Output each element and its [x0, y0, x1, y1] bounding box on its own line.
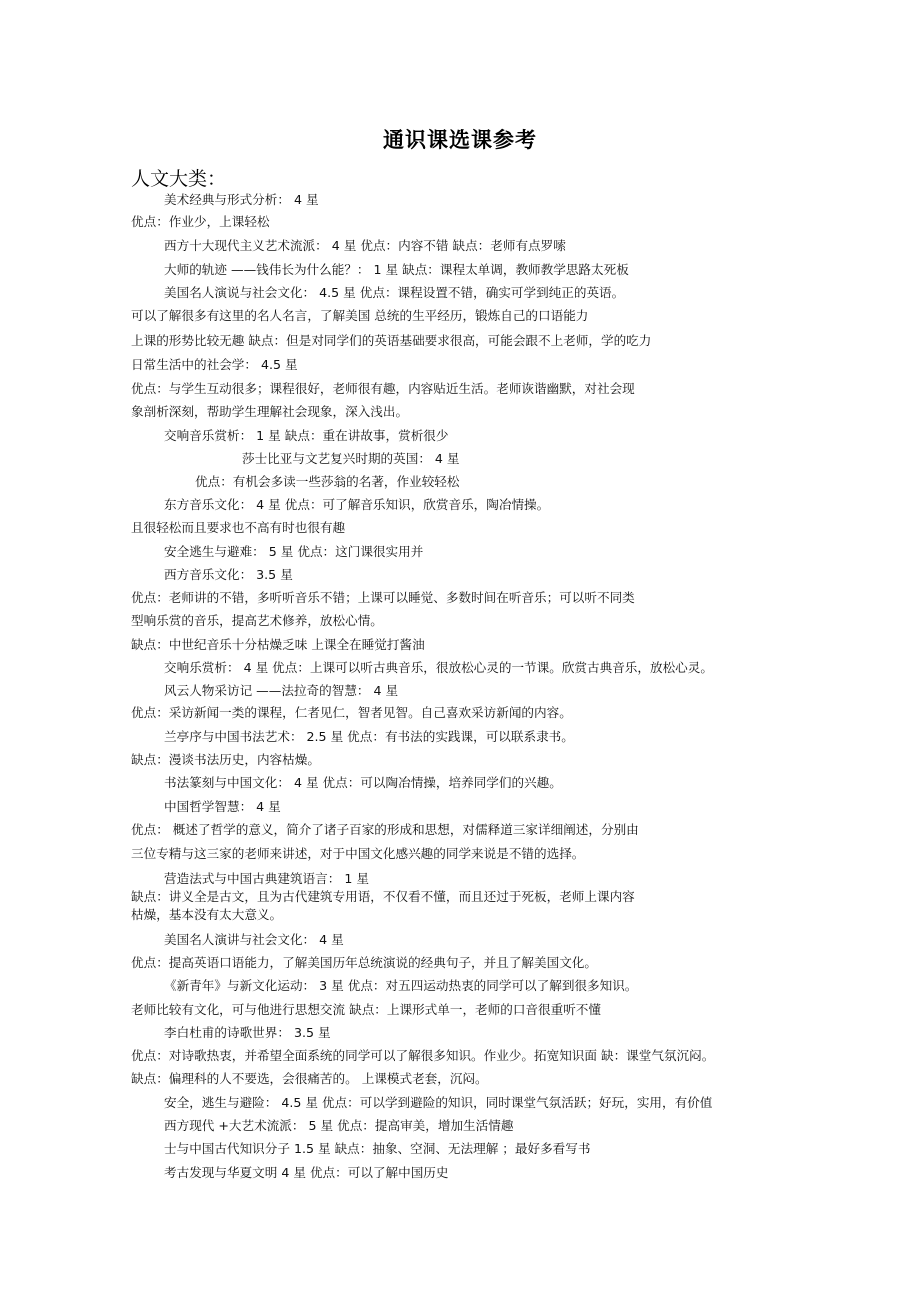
- text-line: 安全逃生与避难： 5 星 优点：这门课很实用并: [164, 544, 424, 559]
- text-line: 西方现代 +大艺术流派： 5 星 优点：提高审美，增加生活情趣: [164, 1118, 514, 1133]
- text-line: 可以了解很多有这里的名人名言，了解美国 总统的生平经历，锻炼自己的口语能力: [131, 308, 589, 323]
- text-line: 大师的轨迹 ——钱伟长为什么能？： 1 星 缺点：课程太单调，教师教学思路太死板: [164, 262, 629, 277]
- text-line: 优点：有机会多读一些莎翁的名著，作业较轻松: [195, 474, 460, 489]
- text-line: 美术经典与形式分析： 4 星: [164, 192, 319, 207]
- text-line: 西方音乐文化： 3.5 星: [164, 567, 293, 582]
- text-line: 营造法式与中国古典建筑语言： 1 星: [164, 871, 369, 886]
- text-line: 书法篆刻与中国文化： 4 星 优点：可以陶冶情操，培养同学们的兴趣。: [164, 775, 562, 790]
- text-line: 中国哲学智慧： 4 星: [164, 799, 281, 814]
- text-line: 缺点：中世纪音乐十分枯燥乏味 上课全在睡觉打酱油: [131, 637, 425, 652]
- text-line: 优点：与学生互动很多；课程很好，老师很有趣，内容贴近生活。老师诙谐幽默，对社会现: [131, 381, 635, 396]
- text-line: 且很轻松而且要求也不高有时也很有趣: [131, 520, 346, 535]
- text-line: 交响乐赏析： 4 星 优点：上课可以听古典音乐，很放松心灵的一节课。欣赏古典音乐，放松心灵。: [164, 660, 713, 675]
- text-line: 《新青年》与新文化运动： 3 星 优点：对五四运动热衷的同学可以了解到很多知识。: [164, 978, 638, 993]
- text-line: 优点：对诗歌热衷，并希望全面系统的同学可以了解很多知识。作业少。拓宽知识面 缺：课堂气氛沉闷。: [131, 1048, 715, 1063]
- text-line: 李白杜甫的诗歌世界： 3.5 星: [164, 1025, 331, 1040]
- text-line: 莎士比亚与文艺复兴时期的英国： 4 星: [242, 451, 460, 466]
- text-line: 优点：老师讲的不错，多听听音乐不错；上课可以睡觉、多数时间在听音乐；可以听不同类: [131, 590, 635, 605]
- text-line: 枯燥，基本没有太大意义。: [131, 907, 283, 922]
- page-title: 通识课选课参考: [383, 128, 537, 152]
- text-line: 日常生活中的社会学： 4.5 星: [131, 357, 298, 372]
- text-line: 上课的形势比较无趣 缺点：但是对同学们的英语基础要求很高，可能会跟不上老师，学的吃力: [131, 333, 652, 348]
- text-line: 优点： 概述了哲学的意义，简介了诸子百家的形成和思想，对儒释道三家详细阐述，分别由: [131, 822, 639, 837]
- text-line: 象剖析深刻，帮助学生理解社会现象，深入浅出。: [131, 404, 409, 419]
- text-line: 西方十大现代主义艺术流派： 4 星 优点：内容不错 缺点：老师有点罗嗦: [164, 238, 566, 253]
- text-line: 安全，逃生与避险： 4.5 星 优点：可以学到避险的知识，同时课堂气氛活跃；好玩，实用，有价值: [164, 1095, 713, 1110]
- text-line: 风云人物采访记 ——法拉奇的智慧： 4 星: [164, 683, 399, 698]
- text-line: 美国名人演说与社会文化： 4.5 星 优点：课程设置不错，确实可学到纯正的英语。: [164, 285, 625, 300]
- text-line: 型响乐赏的音乐，提高艺术修养，放松心情。: [131, 613, 383, 628]
- text-line: 士与中国古代知识分子 1.5 星 缺点：抽象、空洞、无法理解 ；最好多看写书: [164, 1141, 591, 1156]
- text-line: 优点：作业少，上课轻松: [131, 214, 270, 229]
- text-line: 老师比较有文化，可与他进行思想交流 缺点：上课形式单一，老师的口音很重听不懂: [131, 1002, 601, 1017]
- text-line: 缺点：偏理科的人不要选，会很痛苦的。 上课模式老套，沉闷。: [131, 1071, 488, 1086]
- text-line: 优点：采访新闻一类的课程，仁者见仁，智者见智。自己喜欢采访新闻的内容。: [131, 705, 572, 720]
- text-line: 美国名人演讲与社会文化： 4 星: [164, 932, 344, 947]
- text-line: 兰亭序与中国书法艺术： 2.5 星 优点：有书法的实践课，可以联系隶书。: [164, 729, 574, 744]
- text-line: 优点：提高英语口语能力，了解美国历年总统演说的经典句子，并且了解美国文化。: [131, 955, 597, 970]
- text-line: 缺点：漫谈书法历史，内容枯燥。: [131, 752, 320, 767]
- section-heading: 人文大类：: [131, 168, 227, 190]
- text-line: 考古发现与华夏文明 4 星 优点：可以了解中国历史: [164, 1165, 449, 1180]
- text-line: 交响音乐赏析： 1 星 缺点：重在讲故事，赏析很少: [164, 428, 449, 443]
- text-line: 三位专精与这三家的老师来讲述，对于中国文化感兴趣的同学来说是不错的选择。: [131, 846, 585, 861]
- text-line: 缺点：讲义全是古文，且为古代建筑专用语，不仅看不懂，而且还过于死板，老师上课内容: [131, 889, 635, 904]
- text-line: 东方音乐文化： 4 星 优点：可了解音乐知识，欣赏音乐，陶冶情操。: [164, 497, 550, 512]
